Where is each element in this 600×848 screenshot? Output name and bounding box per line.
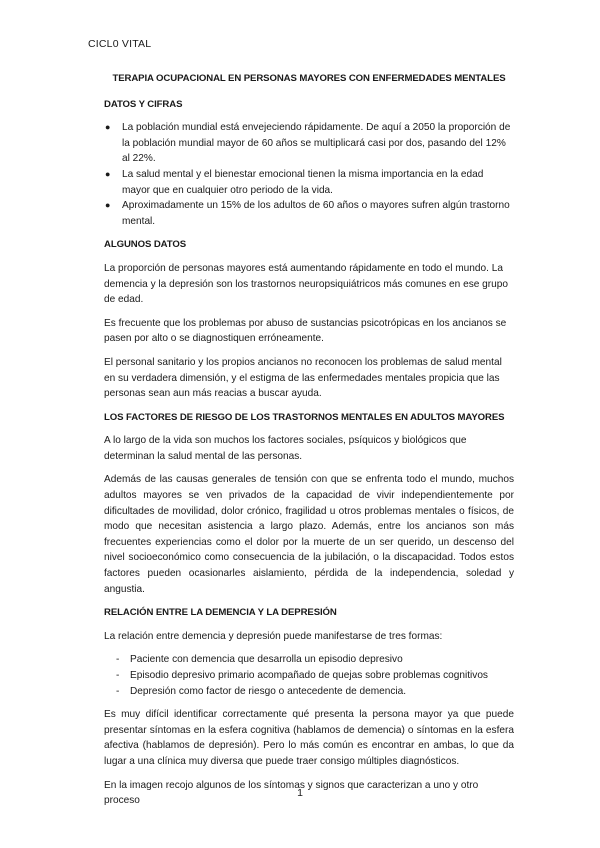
section-heading-demencia-depresion: RELACIÓN ENTRE LA DEMENCIA Y LA DEPRESIÓN	[104, 607, 337, 619]
section-heading-algunos-datos: ALGUNOS DATOS	[104, 239, 187, 251]
paragraph: A lo largo de la vida son muchos los factores sociales, psíquicos y biológicos que determinan la salud mental de las personas.	[104, 435, 467, 462]
list-item: - Paciente con demencia que desarrolla un episodio depresivo	[104, 652, 514, 668]
page-header: CICL0 VITAL	[88, 38, 152, 50]
paragraph: La relación entre demencia y depresión puede manifestarse de tres formas:	[104, 630, 443, 642]
list-item: ● Aproximadamente un 15% de los adultos de 60 años o mayores sufren algún trastorno mental.	[105, 200, 510, 227]
dash-icon: -	[116, 670, 120, 681]
dash-list	[104, 652, 514, 699]
dash-icon: -	[116, 654, 120, 666]
page-number: 1	[297, 787, 303, 799]
bullet-list	[104, 120, 514, 229]
document-title: TERAPIA OCUPACIONAL EN PERSONAS MAYORES CON ENFERMEDADES MENTALES	[112, 73, 506, 84]
paragraph: Es muy difícil identificar correctamente qué presenta la persona mayor ya que puede presentar síntomas en la esfera cognitiva (hablamos de demencia) o síntomas en la esfera afectiva (hablamos de depresión). Pero lo más común es encontrar en ambas, lo que da lugar a una clínica muy diversa que puede traer consigo múltiples diagnósticos.	[104, 709, 514, 767]
paragraph: Es frecuente que los problemas por abuso de sustancias psicotrópicas en los ancianos se pasen por alto o se diagnostiquen erróneamente.	[104, 317, 507, 345]
section-heading-datos-y-cifras: DATOS Y CIFRAS	[104, 98, 183, 110]
bullet-icon: ●	[105, 122, 111, 133]
paragraph: En la imagen recojo algunos de los síntomas y signos que caracterizan a uno y otro proceso	[104, 779, 479, 807]
section-heading-factores-de-riesgo: LOS FACTORES DE RIESGO DE LOS TRASTORNOS MENTALES EN ADULTOS MAYORES	[104, 411, 505, 423]
bullet-icon: ●	[105, 200, 111, 211]
list-item: ● La población mundial está envejeciendo rápidamente. De aquí a 2050 la proporción de la población mundial mayor de 60 años se multiplicará casi por dos, pasando del 12% al 22%.	[105, 122, 511, 165]
paragraph: La proporción de personas mayores está aumentando rápidamente en todo el mundo. La demencia y la depresión son los trastornos neuropsiquiátricos más comunes en ese grupo de edad.	[104, 262, 508, 306]
list-item: ● La salud mental y el bienestar emocional tienen la misma importancia en la edad mayor que en cualquier otro periodo de la vida.	[105, 168, 484, 196]
list-item: - Episodio depresivo primario acompañado de quejas sobre problemas cognitivos	[104, 668, 514, 684]
bullet-icon: ●	[105, 168, 111, 179]
paragraph: Además de las causas generales de tensión con que se enfrenta todo el mundo, muchos adultos mayores se ven privados de la capacidad de vivir independientemente por dificultades de movilidad, dolor crónico, fragilidad u otros problemas mentales o físicos, de modo que necesitan asistencia a largo plazo. Además, entre los ancianos son más frecuentes experiencias como el dolor por la muerte de un ser querido, un descenso del nivel socioeconómico como consecuencia de la jubilación, o la discapacidad. Todos estos factores pueden ocasionarles aislamiento, pérdida de la independencia, soledad y angustia.	[104, 474, 514, 595]
dash-icon: -	[116, 685, 120, 697]
document-body	[104, 71, 514, 817]
list-item: - Depresión como factor de riesgo o antecedente de demencia.	[104, 684, 514, 700]
paragraph: El personal sanitario y los propios ancianos no reconocen los problemas de salud mental en su verdadera dimensión, y el estigma de las enfermedades mentales propicia que las personas sean aun más reacias a buscar ayuda.	[104, 356, 502, 400]
